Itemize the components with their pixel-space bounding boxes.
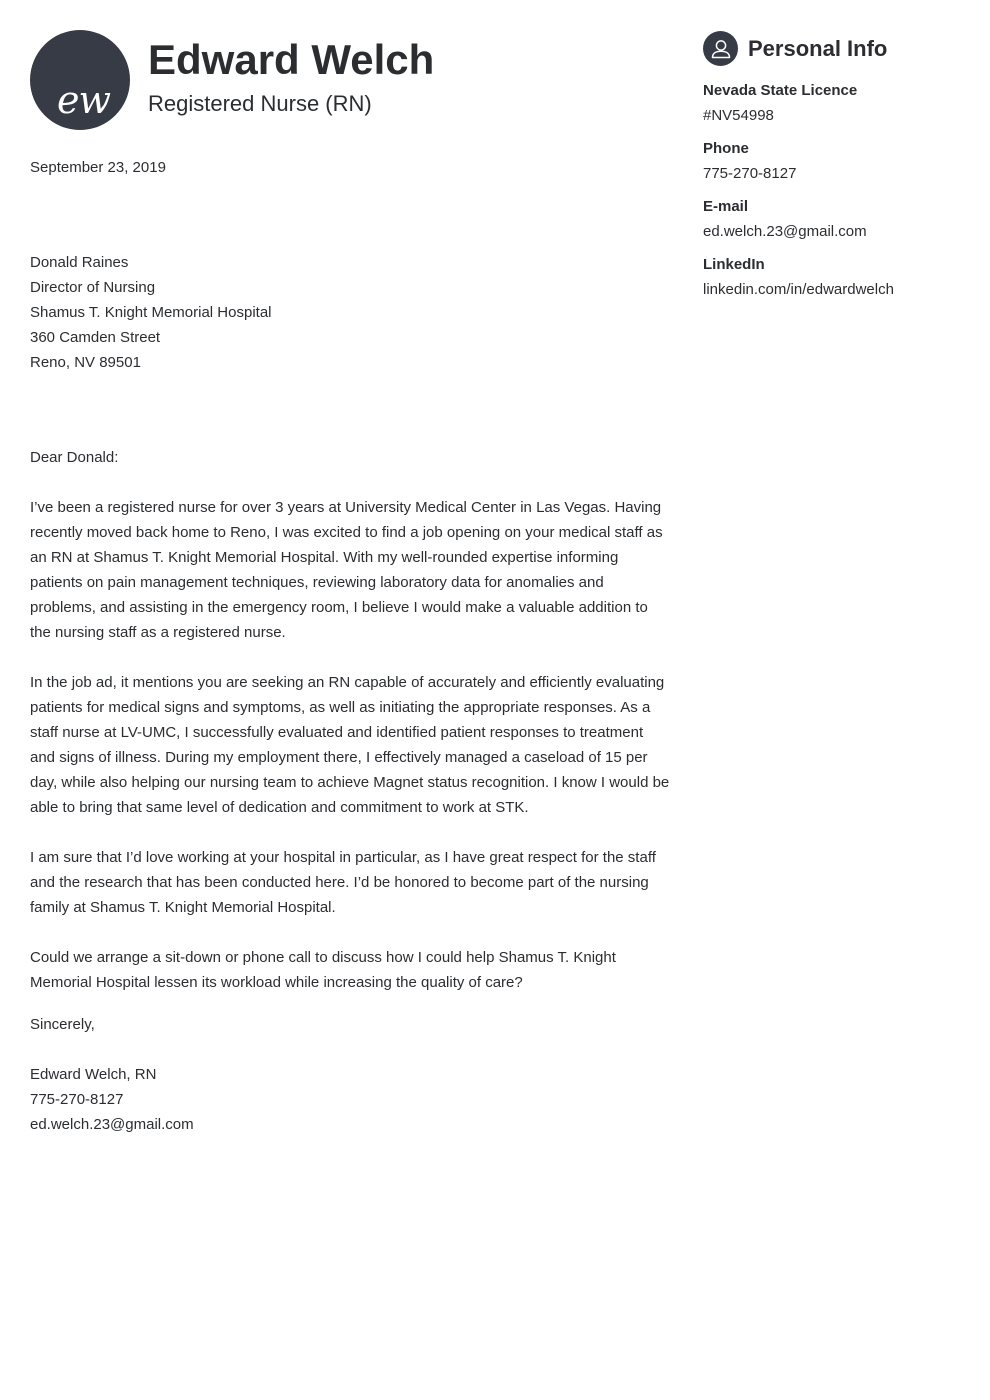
body-paragraph-3: I am sure that I’d love working at your hospital in particular, as I have great respect for the staff and the research that has been conducted here. I’d be honored to become part of the nursing family at Shamus T. Knight Memorial Hospital.: [30, 849, 656, 916]
monogram-badge: [30, 30, 130, 130]
salutation: Dear Donald:: [30, 449, 119, 466]
signature-block: [30, 1062, 670, 1137]
personal-info-title: Personal Info: [748, 36, 888, 61]
monogram-text: ew: [56, 78, 110, 122]
recipient-organization: Shamus T. Knight Memorial Hospital: [30, 304, 272, 321]
info-value-linkedin[interactable]: linkedin.com/in/edwardwelch: [703, 281, 894, 298]
signature-phone: 775-270-8127: [30, 1091, 124, 1108]
signature-name: Edward Welch, RN: [30, 1066, 157, 1083]
person-icon: [703, 31, 738, 66]
info-label-licence: Nevada State Licence: [703, 82, 858, 99]
recipient-city: Reno, NV 89501: [30, 354, 141, 371]
recipient-name: Donald Raines: [30, 254, 129, 271]
personal-info-sidebar: [703, 31, 973, 310]
info-label-phone: Phone: [703, 140, 749, 157]
recipient-street: 360 Camden Street: [30, 329, 161, 346]
info-value-email[interactable]: ed.welch.23@gmail.com: [703, 223, 867, 240]
personal-info-header: [703, 31, 973, 66]
applicant-name: Edward Welch: [148, 36, 435, 83]
info-value-licence: #NV54998: [703, 107, 774, 124]
info-item-linkedin: [703, 252, 973, 302]
info-item-phone: [703, 136, 973, 186]
body-paragraph-4: Could we arrange a sit-down or phone call to discuss how I could help Shamus T. Knight Memorial Hospital lessen its workload while increasing the quality of care?: [30, 949, 616, 991]
recipient-title: Director of Nursing: [30, 279, 156, 296]
recipient-block: [30, 250, 670, 375]
info-label-linkedin: LinkedIn: [703, 256, 765, 273]
body-paragraph-1: I’ve been a registered nurse for over 3 years at University Medical Center in Las Vegas. Having recently moved back home to Reno, I was excited to find a job opening on your medical staff as an RN at Shamus T. Knight Memorial Hospital. With my well-rounded expertise informing patients on pain management techniques, reviewing laboratory data for anomalies and problems, and assisting in the emergency room, I believe I would make a valuable addition to the nursing staff as a registered nurse.: [30, 499, 663, 641]
info-label-email: E-mail: [703, 198, 749, 215]
info-item-licence: [703, 78, 973, 128]
letter-date: September 23, 2019: [30, 159, 166, 176]
info-item-email: [703, 194, 973, 244]
signature-email: ed.welch.23@gmail.com: [30, 1116, 194, 1133]
applicant-job-title: Registered Nurse (RN): [148, 91, 372, 116]
letter-body: [30, 155, 670, 1137]
closing: Sincerely,: [30, 1016, 95, 1033]
body-paragraph-2: In the job ad, it mentions you are seeking an RN capable of accurately and efficiently evaluating patients for medical signs and symptoms, as well as initiating the appropriate responses. As a staff nurse at LV-UMC, I successfully evaluated and identified patient responses to treatment and signs of illness. During my employment there, I effectively managed a caseload of 15 per day, while also helping our nursing team to achieve Magnet status recognition. I know I would be able to bring that same level of dedication and commitment to work at STK.: [30, 674, 670, 816]
person-icon-glyph: [710, 38, 732, 60]
info-value-phone: 775-270-8127: [703, 165, 797, 182]
